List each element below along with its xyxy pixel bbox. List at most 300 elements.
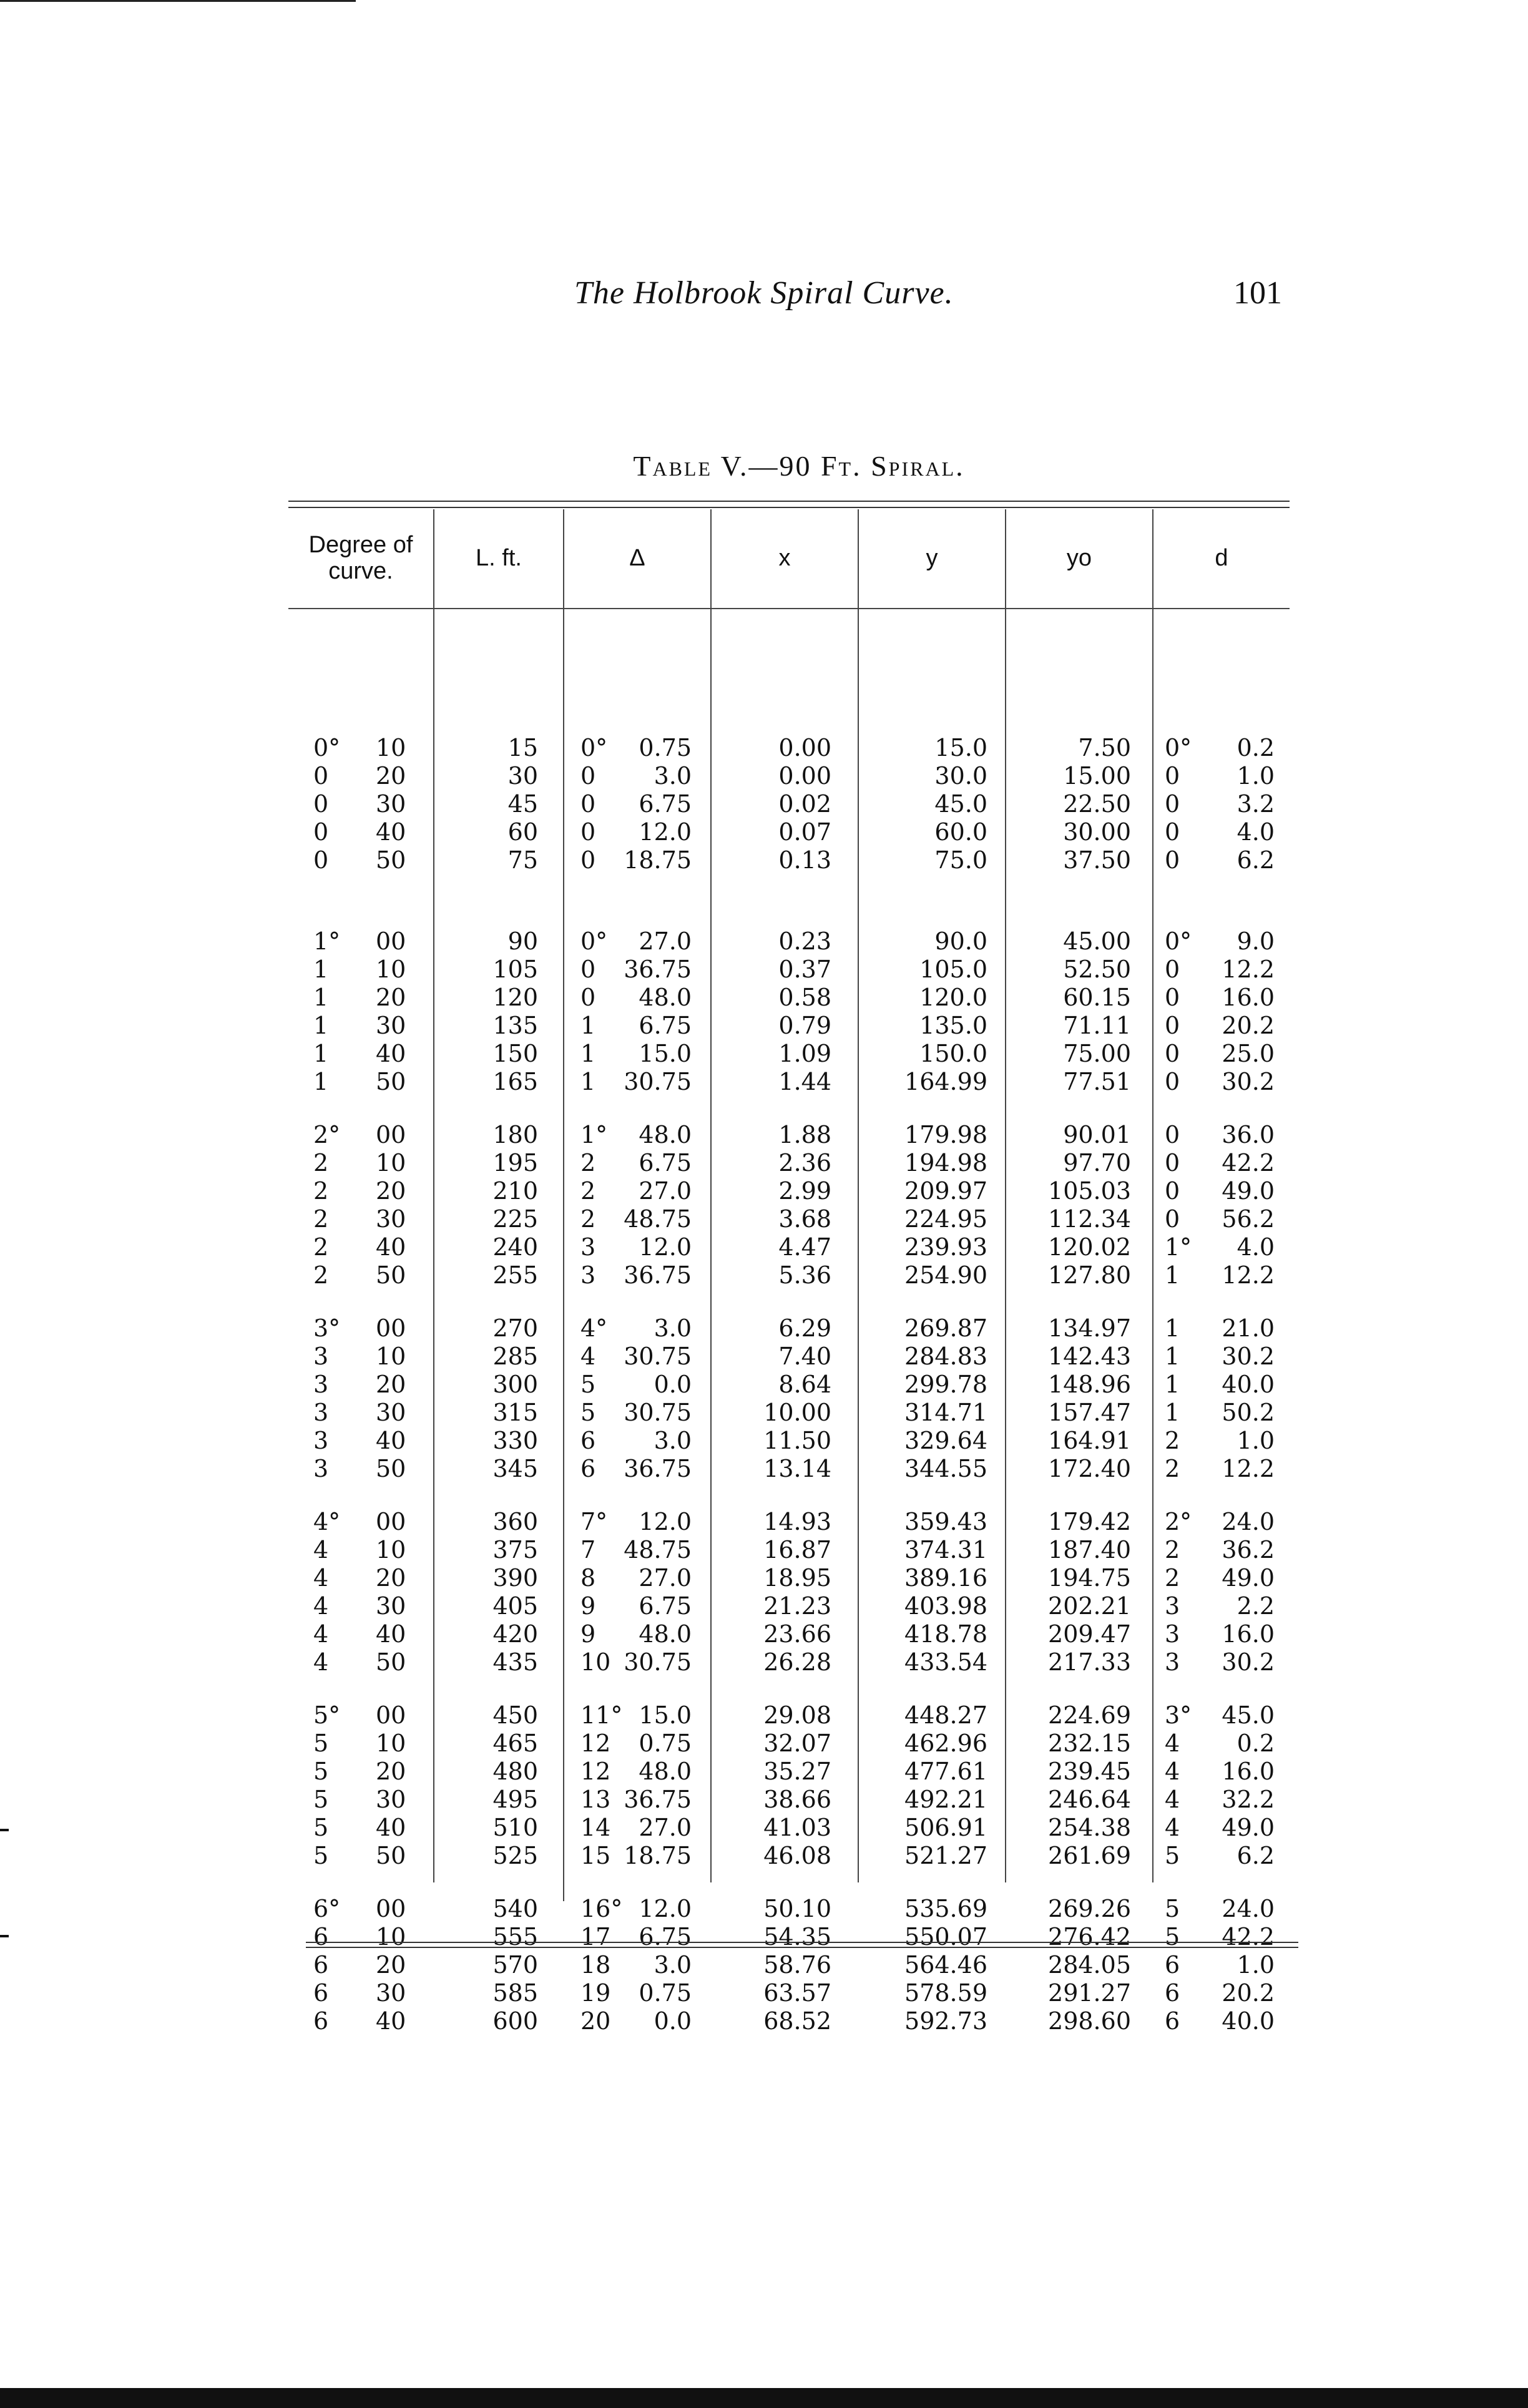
d-degree-cell: 1 bbox=[1165, 1314, 1180, 1342]
length-cell: 405 bbox=[492, 1592, 538, 1620]
d-minute-cell: 3.2 bbox=[1237, 790, 1275, 818]
yo-cell: 7.50 bbox=[1078, 734, 1131, 761]
d-degree-cell: 5 bbox=[1165, 1842, 1180, 1869]
y-cell: 462.96 bbox=[904, 1730, 987, 1757]
degree-cell: 4 bbox=[313, 1536, 329, 1564]
yo-cell: 105.03 bbox=[1048, 1177, 1131, 1205]
x-cell: 7.40 bbox=[778, 1343, 831, 1370]
yo-cell: 298.60 bbox=[1048, 2007, 1131, 2035]
yo-cell: 284.05 bbox=[1048, 1951, 1131, 1979]
delta-minute-cell: 48.0 bbox=[639, 984, 692, 1011]
delta-degree-cell: 0 bbox=[580, 984, 596, 1011]
minute-cell: 40 bbox=[376, 1814, 406, 1841]
table-row bbox=[288, 1177, 1290, 1205]
d-degree-cell: 2 bbox=[1165, 1455, 1180, 1482]
table-row bbox=[288, 1343, 1290, 1371]
table-row bbox=[288, 1508, 1290, 1536]
length-cell: 270 bbox=[492, 1314, 538, 1342]
d-minute-cell: 40.0 bbox=[1222, 2007, 1275, 2035]
y-cell: 299.78 bbox=[904, 1371, 987, 1398]
yo-cell: 164.91 bbox=[1048, 1427, 1131, 1454]
length-cell: 60 bbox=[507, 818, 538, 846]
delta-minute-cell: 27.0 bbox=[639, 1564, 692, 1592]
minute-cell: 30 bbox=[376, 1592, 406, 1620]
table-row bbox=[288, 1592, 1290, 1620]
header-d: d bbox=[1215, 545, 1228, 571]
length-cell: 150 bbox=[492, 1040, 538, 1067]
degree-cell: 4 bbox=[313, 1648, 329, 1676]
y-cell: 578.59 bbox=[904, 1979, 987, 2007]
x-cell: 32.07 bbox=[763, 1730, 831, 1757]
x-cell: 63.57 bbox=[763, 1979, 831, 2007]
yo-cell: 179.42 bbox=[1048, 1508, 1131, 1535]
yo-cell: 254.38 bbox=[1048, 1814, 1131, 1841]
length-cell: 480 bbox=[492, 1758, 538, 1785]
d-degree-cell: 0 bbox=[1165, 790, 1180, 818]
d-minute-cell: 2.2 bbox=[1237, 1592, 1275, 1620]
y-cell: 75.0 bbox=[934, 846, 987, 874]
minute-cell: 40 bbox=[376, 1040, 406, 1067]
running-title: The Holbrook Spiral Curve. bbox=[574, 275, 954, 311]
degree-cell: 2° bbox=[313, 1121, 341, 1148]
d-minute-cell: 16.0 bbox=[1222, 1758, 1275, 1785]
delta-minute-cell: 0.75 bbox=[639, 1979, 692, 2007]
x-cell: 41.03 bbox=[763, 1814, 831, 1841]
delta-degree-cell: 2 bbox=[580, 1149, 596, 1177]
d-degree-cell: 0 bbox=[1165, 956, 1180, 983]
delta-minute-cell: 12.0 bbox=[639, 818, 692, 846]
length-cell: 135 bbox=[492, 1012, 538, 1039]
minute-cell: 00 bbox=[376, 1508, 406, 1535]
x-cell: 1.88 bbox=[778, 1121, 831, 1148]
degree-cell: 2 bbox=[313, 1177, 329, 1205]
delta-degree-cell: 1° bbox=[580, 1121, 608, 1148]
table-row bbox=[288, 1205, 1290, 1233]
length-cell: 120 bbox=[492, 984, 538, 1011]
minute-cell: 30 bbox=[376, 1205, 406, 1233]
delta-minute-cell: 30.75 bbox=[624, 1068, 692, 1095]
table-top-rule bbox=[288, 501, 1290, 508]
x-cell: 0.58 bbox=[778, 984, 831, 1011]
d-degree-cell: 3 bbox=[1165, 1592, 1180, 1620]
d-minute-cell: 12.2 bbox=[1222, 1455, 1275, 1482]
y-cell: 344.55 bbox=[904, 1455, 987, 1482]
yo-cell: 77.51 bbox=[1063, 1068, 1131, 1095]
delta-degree-cell: 6 bbox=[580, 1455, 596, 1482]
delta-minute-cell: 6.75 bbox=[639, 1923, 692, 1950]
header-x: x bbox=[778, 545, 791, 571]
yo-cell: 97.70 bbox=[1063, 1149, 1131, 1177]
x-cell: 50.10 bbox=[763, 1895, 831, 1922]
d-minute-cell: 4.0 bbox=[1237, 1233, 1275, 1261]
x-cell: 29.08 bbox=[763, 1701, 831, 1729]
row-group bbox=[288, 1121, 1290, 1290]
y-cell: 418.78 bbox=[904, 1620, 987, 1648]
table-row bbox=[288, 790, 1290, 818]
minute-cell: 40 bbox=[376, 1427, 406, 1454]
yo-cell: 142.43 bbox=[1048, 1343, 1131, 1370]
table-row bbox=[288, 1427, 1290, 1455]
degree-cell: 5 bbox=[313, 1758, 329, 1785]
d-minute-cell: 1.0 bbox=[1237, 762, 1275, 790]
yo-cell: 239.45 bbox=[1048, 1758, 1131, 1785]
table-row bbox=[288, 1648, 1290, 1676]
d-minute-cell: 30.2 bbox=[1222, 1343, 1275, 1370]
length-cell: 510 bbox=[492, 1814, 538, 1841]
length-cell: 300 bbox=[492, 1371, 538, 1398]
table-row bbox=[288, 1842, 1290, 1870]
y-cell: 477.61 bbox=[904, 1758, 987, 1785]
degree-cell: 5 bbox=[313, 1842, 329, 1869]
x-cell: 13.14 bbox=[763, 1455, 831, 1482]
row-group bbox=[288, 1895, 1290, 2035]
minute-cell: 10 bbox=[376, 956, 406, 983]
x-cell: 2.99 bbox=[778, 1177, 831, 1205]
minute-cell: 20 bbox=[376, 984, 406, 1011]
margin-mark bbox=[0, 1829, 9, 1831]
d-minute-cell: 1.0 bbox=[1237, 1951, 1275, 1979]
d-degree-cell: 0 bbox=[1165, 1040, 1180, 1067]
minute-cell: 20 bbox=[376, 1564, 406, 1592]
length-cell: 255 bbox=[492, 1261, 538, 1289]
d-minute-cell: 16.0 bbox=[1222, 984, 1275, 1011]
length-cell: 525 bbox=[492, 1842, 538, 1869]
y-cell: 592.73 bbox=[904, 2007, 987, 2035]
yo-cell: 37.50 bbox=[1063, 846, 1131, 874]
length-cell: 105 bbox=[492, 956, 538, 983]
minute-cell: 10 bbox=[376, 1923, 406, 1950]
length-cell: 555 bbox=[492, 1923, 538, 1950]
degree-cell: 4 bbox=[313, 1564, 329, 1592]
degree-cell: 3 bbox=[313, 1343, 329, 1370]
length-cell: 345 bbox=[492, 1455, 538, 1482]
minute-cell: 40 bbox=[376, 2007, 406, 2035]
d-degree-cell: 4 bbox=[1165, 1758, 1180, 1785]
d-minute-cell: 6.2 bbox=[1237, 846, 1275, 874]
minute-cell: 20 bbox=[376, 1371, 406, 1398]
length-cell: 330 bbox=[492, 1427, 538, 1454]
y-cell: 135.0 bbox=[919, 1012, 987, 1039]
x-cell: 0.00 bbox=[778, 734, 831, 761]
yo-cell: 172.40 bbox=[1048, 1455, 1131, 1482]
length-cell: 15 bbox=[507, 734, 538, 761]
x-cell: 23.66 bbox=[763, 1620, 831, 1648]
minute-cell: 50 bbox=[376, 1068, 406, 1095]
y-cell: 120.0 bbox=[919, 984, 987, 1011]
table-row bbox=[288, 734, 1290, 762]
d-degree-cell: 3 bbox=[1165, 1620, 1180, 1648]
delta-minute-cell: 0.0 bbox=[654, 1371, 692, 1398]
degree-cell: 1 bbox=[313, 1040, 329, 1067]
minute-cell: 50 bbox=[376, 1842, 406, 1869]
x-cell: 38.66 bbox=[763, 1786, 831, 1813]
delta-minute-cell: 12.0 bbox=[639, 1233, 692, 1261]
table-row bbox=[288, 1536, 1290, 1564]
delta-minute-cell: 36.75 bbox=[624, 1786, 692, 1813]
delta-degree-cell: 2 bbox=[580, 1177, 596, 1205]
delta-minute-cell: 15.0 bbox=[639, 1040, 692, 1067]
table-row bbox=[288, 1012, 1290, 1040]
length-cell: 540 bbox=[492, 1895, 538, 1922]
d-degree-cell: 2 bbox=[1165, 1427, 1180, 1454]
y-cell: 535.69 bbox=[904, 1895, 987, 1922]
scan-edge-rule bbox=[0, 0, 356, 2]
yo-cell: 60.15 bbox=[1063, 984, 1131, 1011]
degree-cell: 5° bbox=[313, 1701, 341, 1729]
d-minute-cell: 56.2 bbox=[1222, 1205, 1275, 1233]
yo-cell: 224.69 bbox=[1048, 1701, 1131, 1729]
yo-cell: 22.50 bbox=[1063, 790, 1131, 818]
degree-cell: 0 bbox=[313, 818, 329, 846]
yo-cell: 232.15 bbox=[1048, 1730, 1131, 1757]
table-row bbox=[288, 1121, 1290, 1149]
table-row bbox=[288, 927, 1290, 956]
delta-degree-cell: 0 bbox=[580, 846, 596, 874]
minute-cell: 50 bbox=[376, 1648, 406, 1676]
minute-cell: 40 bbox=[376, 818, 406, 846]
y-cell: 209.97 bbox=[904, 1177, 987, 1205]
delta-degree-cell: 0 bbox=[580, 956, 596, 983]
d-minute-cell: 50.2 bbox=[1222, 1399, 1275, 1426]
x-cell: 1.09 bbox=[778, 1040, 831, 1067]
d-minute-cell: 24.0 bbox=[1222, 1508, 1275, 1535]
delta-minute-cell: 6.75 bbox=[639, 1012, 692, 1039]
table-bottom-rule bbox=[306, 1942, 1298, 1952]
delta-degree-cell: 0 bbox=[580, 790, 596, 818]
d-degree-cell: 1 bbox=[1165, 1261, 1180, 1289]
delta-minute-cell: 3.0 bbox=[654, 1427, 692, 1454]
delta-degree-cell: 12 bbox=[580, 1730, 611, 1757]
table-row bbox=[288, 1455, 1290, 1483]
x-cell: 35.27 bbox=[763, 1758, 831, 1785]
degree-cell: 3 bbox=[313, 1427, 329, 1454]
d-minute-cell: 20.2 bbox=[1222, 1012, 1275, 1039]
x-cell: 0.00 bbox=[778, 762, 831, 790]
y-cell: 105.0 bbox=[919, 956, 987, 983]
d-minute-cell: 42.2 bbox=[1222, 1923, 1275, 1950]
length-cell: 90 bbox=[507, 927, 538, 955]
length-cell: 45 bbox=[507, 790, 538, 818]
yo-cell: 127.80 bbox=[1048, 1261, 1131, 1289]
d-minute-cell: 36.2 bbox=[1222, 1536, 1275, 1564]
d-minute-cell: 4.0 bbox=[1237, 818, 1275, 846]
x-cell: 6.29 bbox=[778, 1314, 831, 1342]
d-minute-cell: 30.2 bbox=[1222, 1068, 1275, 1095]
degree-cell: 3 bbox=[313, 1371, 329, 1398]
table-row bbox=[288, 1895, 1290, 1923]
y-cell: 239.93 bbox=[904, 1233, 987, 1261]
delta-minute-cell: 48.0 bbox=[639, 1620, 692, 1648]
delta-minute-cell: 36.75 bbox=[624, 956, 692, 983]
y-cell: 314.71 bbox=[904, 1399, 987, 1426]
delta-degree-cell: 3 bbox=[580, 1233, 596, 1261]
d-degree-cell: 0 bbox=[1165, 1121, 1180, 1148]
length-cell: 390 bbox=[492, 1564, 538, 1592]
length-cell: 450 bbox=[492, 1701, 538, 1729]
minute-cell: 00 bbox=[376, 927, 406, 955]
length-cell: 495 bbox=[492, 1786, 538, 1813]
d-minute-cell: 1.0 bbox=[1237, 1427, 1275, 1454]
minute-cell: 50 bbox=[376, 1261, 406, 1289]
delta-degree-cell: 13 bbox=[580, 1786, 611, 1813]
table-row bbox=[288, 1620, 1290, 1648]
delta-degree-cell: 14 bbox=[580, 1814, 611, 1841]
yo-cell: 30.00 bbox=[1063, 818, 1131, 846]
degree-cell: 4° bbox=[313, 1508, 341, 1535]
table-row bbox=[288, 1261, 1290, 1290]
x-cell: 68.52 bbox=[763, 2007, 831, 2035]
d-degree-cell: 0 bbox=[1165, 818, 1180, 846]
d-degree-cell: 0 bbox=[1165, 1068, 1180, 1095]
delta-degree-cell: 3 bbox=[580, 1261, 596, 1289]
header-delta: Δ bbox=[629, 545, 645, 571]
x-cell: 0.13 bbox=[778, 846, 831, 874]
delta-degree-cell: 8 bbox=[580, 1564, 596, 1592]
table-row bbox=[288, 1730, 1290, 1758]
delta-minute-cell: 36.75 bbox=[624, 1455, 692, 1482]
d-degree-cell: 4 bbox=[1165, 1814, 1180, 1841]
table-row bbox=[288, 1314, 1290, 1343]
y-cell: 564.46 bbox=[904, 1951, 987, 1979]
degree-cell: 2 bbox=[313, 1261, 329, 1289]
x-cell: 0.02 bbox=[778, 790, 831, 818]
delta-minute-cell: 3.0 bbox=[654, 1951, 692, 1979]
yo-cell: 120.02 bbox=[1048, 1233, 1131, 1261]
x-cell: 46.08 bbox=[763, 1842, 831, 1869]
y-cell: 164.99 bbox=[904, 1068, 987, 1095]
table-row bbox=[288, 762, 1290, 790]
y-cell: 60.0 bbox=[934, 818, 987, 846]
yo-cell: 15.00 bbox=[1063, 762, 1131, 790]
y-cell: 403.98 bbox=[904, 1592, 987, 1620]
length-cell: 600 bbox=[492, 2007, 538, 2035]
table-row bbox=[288, 1399, 1290, 1427]
d-minute-cell: 12.2 bbox=[1222, 956, 1275, 983]
d-minute-cell: 24.0 bbox=[1222, 1895, 1275, 1922]
y-cell: 550.07 bbox=[904, 1923, 987, 1950]
x-cell: 0.37 bbox=[778, 956, 831, 983]
table-row bbox=[288, 1951, 1290, 1979]
d-degree-cell: 0° bbox=[1165, 734, 1192, 761]
table-row bbox=[288, 956, 1290, 984]
delta-minute-cell: 27.0 bbox=[639, 927, 692, 955]
degree-cell: 3 bbox=[313, 1455, 329, 1482]
d-degree-cell: 0 bbox=[1165, 1012, 1180, 1039]
d-minute-cell: 45.0 bbox=[1222, 1701, 1275, 1729]
degree-cell: 0 bbox=[313, 846, 329, 874]
degree-cell: 1 bbox=[313, 956, 329, 983]
d-degree-cell: 1 bbox=[1165, 1371, 1180, 1398]
yo-cell: 75.00 bbox=[1063, 1040, 1131, 1067]
delta-degree-cell: 12 bbox=[580, 1758, 611, 1785]
degree-cell: 6° bbox=[313, 1895, 341, 1922]
d-minute-cell: 32.2 bbox=[1222, 1786, 1275, 1813]
delta-minute-cell: 6.75 bbox=[639, 1592, 692, 1620]
d-minute-cell: 20.2 bbox=[1222, 1979, 1275, 2007]
table-body bbox=[288, 609, 1290, 2035]
yo-cell: 148.96 bbox=[1048, 1371, 1131, 1398]
minute-cell: 10 bbox=[376, 1343, 406, 1370]
table-row bbox=[288, 818, 1290, 846]
length-cell: 360 bbox=[492, 1508, 538, 1535]
delta-degree-cell: 10 bbox=[580, 1648, 611, 1676]
length-cell: 315 bbox=[492, 1399, 538, 1426]
degree-cell: 1 bbox=[313, 984, 329, 1011]
d-degree-cell: 5 bbox=[1165, 1923, 1180, 1950]
delta-degree-cell: 4° bbox=[580, 1314, 608, 1342]
x-cell: 4.47 bbox=[778, 1233, 831, 1261]
delta-degree-cell: 0° bbox=[580, 734, 608, 761]
table-row bbox=[288, 1786, 1290, 1814]
delta-minute-cell: 12.0 bbox=[639, 1895, 692, 1922]
yo-cell: 202.21 bbox=[1048, 1592, 1131, 1620]
delta-minute-cell: 48.0 bbox=[639, 1758, 692, 1785]
table-row bbox=[288, 1371, 1290, 1399]
delta-degree-cell: 0° bbox=[580, 927, 608, 955]
x-cell: 10.00 bbox=[763, 1399, 831, 1426]
y-cell: 90.0 bbox=[934, 927, 987, 955]
length-cell: 75 bbox=[507, 846, 538, 874]
d-degree-cell: 0 bbox=[1165, 846, 1180, 874]
delta-minute-cell: 18.75 bbox=[624, 846, 692, 874]
delta-minute-cell: 0.75 bbox=[639, 1730, 692, 1757]
degree-cell: 1 bbox=[313, 1012, 329, 1039]
yo-cell: 112.34 bbox=[1048, 1205, 1131, 1233]
minute-cell: 30 bbox=[376, 1399, 406, 1426]
yo-cell: 157.47 bbox=[1048, 1399, 1131, 1426]
delta-minute-cell: 48.0 bbox=[639, 1121, 692, 1148]
yo-cell: 217.33 bbox=[1048, 1648, 1131, 1676]
delta-degree-cell: 17 bbox=[580, 1923, 611, 1950]
minute-cell: 40 bbox=[376, 1620, 406, 1648]
delta-degree-cell: 19 bbox=[580, 1979, 611, 2007]
length-cell: 210 bbox=[492, 1177, 538, 1205]
table-row bbox=[288, 2007, 1290, 2035]
d-minute-cell: 49.0 bbox=[1222, 1814, 1275, 1841]
header-degree: Degree of curve. bbox=[308, 532, 413, 584]
yo-cell: 246.64 bbox=[1048, 1786, 1131, 1813]
yo-cell: 52.50 bbox=[1063, 956, 1131, 983]
delta-minute-cell: 12.0 bbox=[639, 1508, 692, 1535]
d-degree-cell: 4 bbox=[1165, 1786, 1180, 1813]
d-degree-cell: 1 bbox=[1165, 1399, 1180, 1426]
delta-minute-cell: 48.75 bbox=[624, 1205, 692, 1233]
delta-minute-cell: 3.0 bbox=[654, 762, 692, 790]
yo-cell: 45.00 bbox=[1063, 927, 1131, 955]
table-row bbox=[288, 1068, 1290, 1096]
row-group bbox=[288, 1314, 1290, 1483]
y-cell: 150.0 bbox=[919, 1040, 987, 1067]
delta-minute-cell: 0.75 bbox=[639, 734, 692, 761]
degree-cell: 3° bbox=[313, 1314, 341, 1342]
yo-cell: 261.69 bbox=[1048, 1842, 1131, 1869]
x-cell: 21.23 bbox=[763, 1592, 831, 1620]
y-cell: 389.16 bbox=[904, 1564, 987, 1592]
delta-degree-cell: 7° bbox=[580, 1508, 608, 1535]
delta-degree-cell: 7 bbox=[580, 1536, 596, 1564]
degree-cell: 6 bbox=[313, 1951, 329, 1979]
degree-cell: 0 bbox=[313, 762, 329, 790]
d-minute-cell: 6.2 bbox=[1237, 1842, 1275, 1869]
delta-degree-cell: 18 bbox=[580, 1951, 611, 1979]
minute-cell: 10 bbox=[376, 1730, 406, 1757]
delta-degree-cell: 20 bbox=[580, 2007, 611, 2035]
length-cell: 570 bbox=[492, 1951, 538, 1979]
margin-mark bbox=[0, 1935, 9, 1937]
table-row bbox=[288, 984, 1290, 1012]
minute-cell: 30 bbox=[376, 1979, 406, 2007]
y-cell: 254.90 bbox=[904, 1261, 987, 1289]
